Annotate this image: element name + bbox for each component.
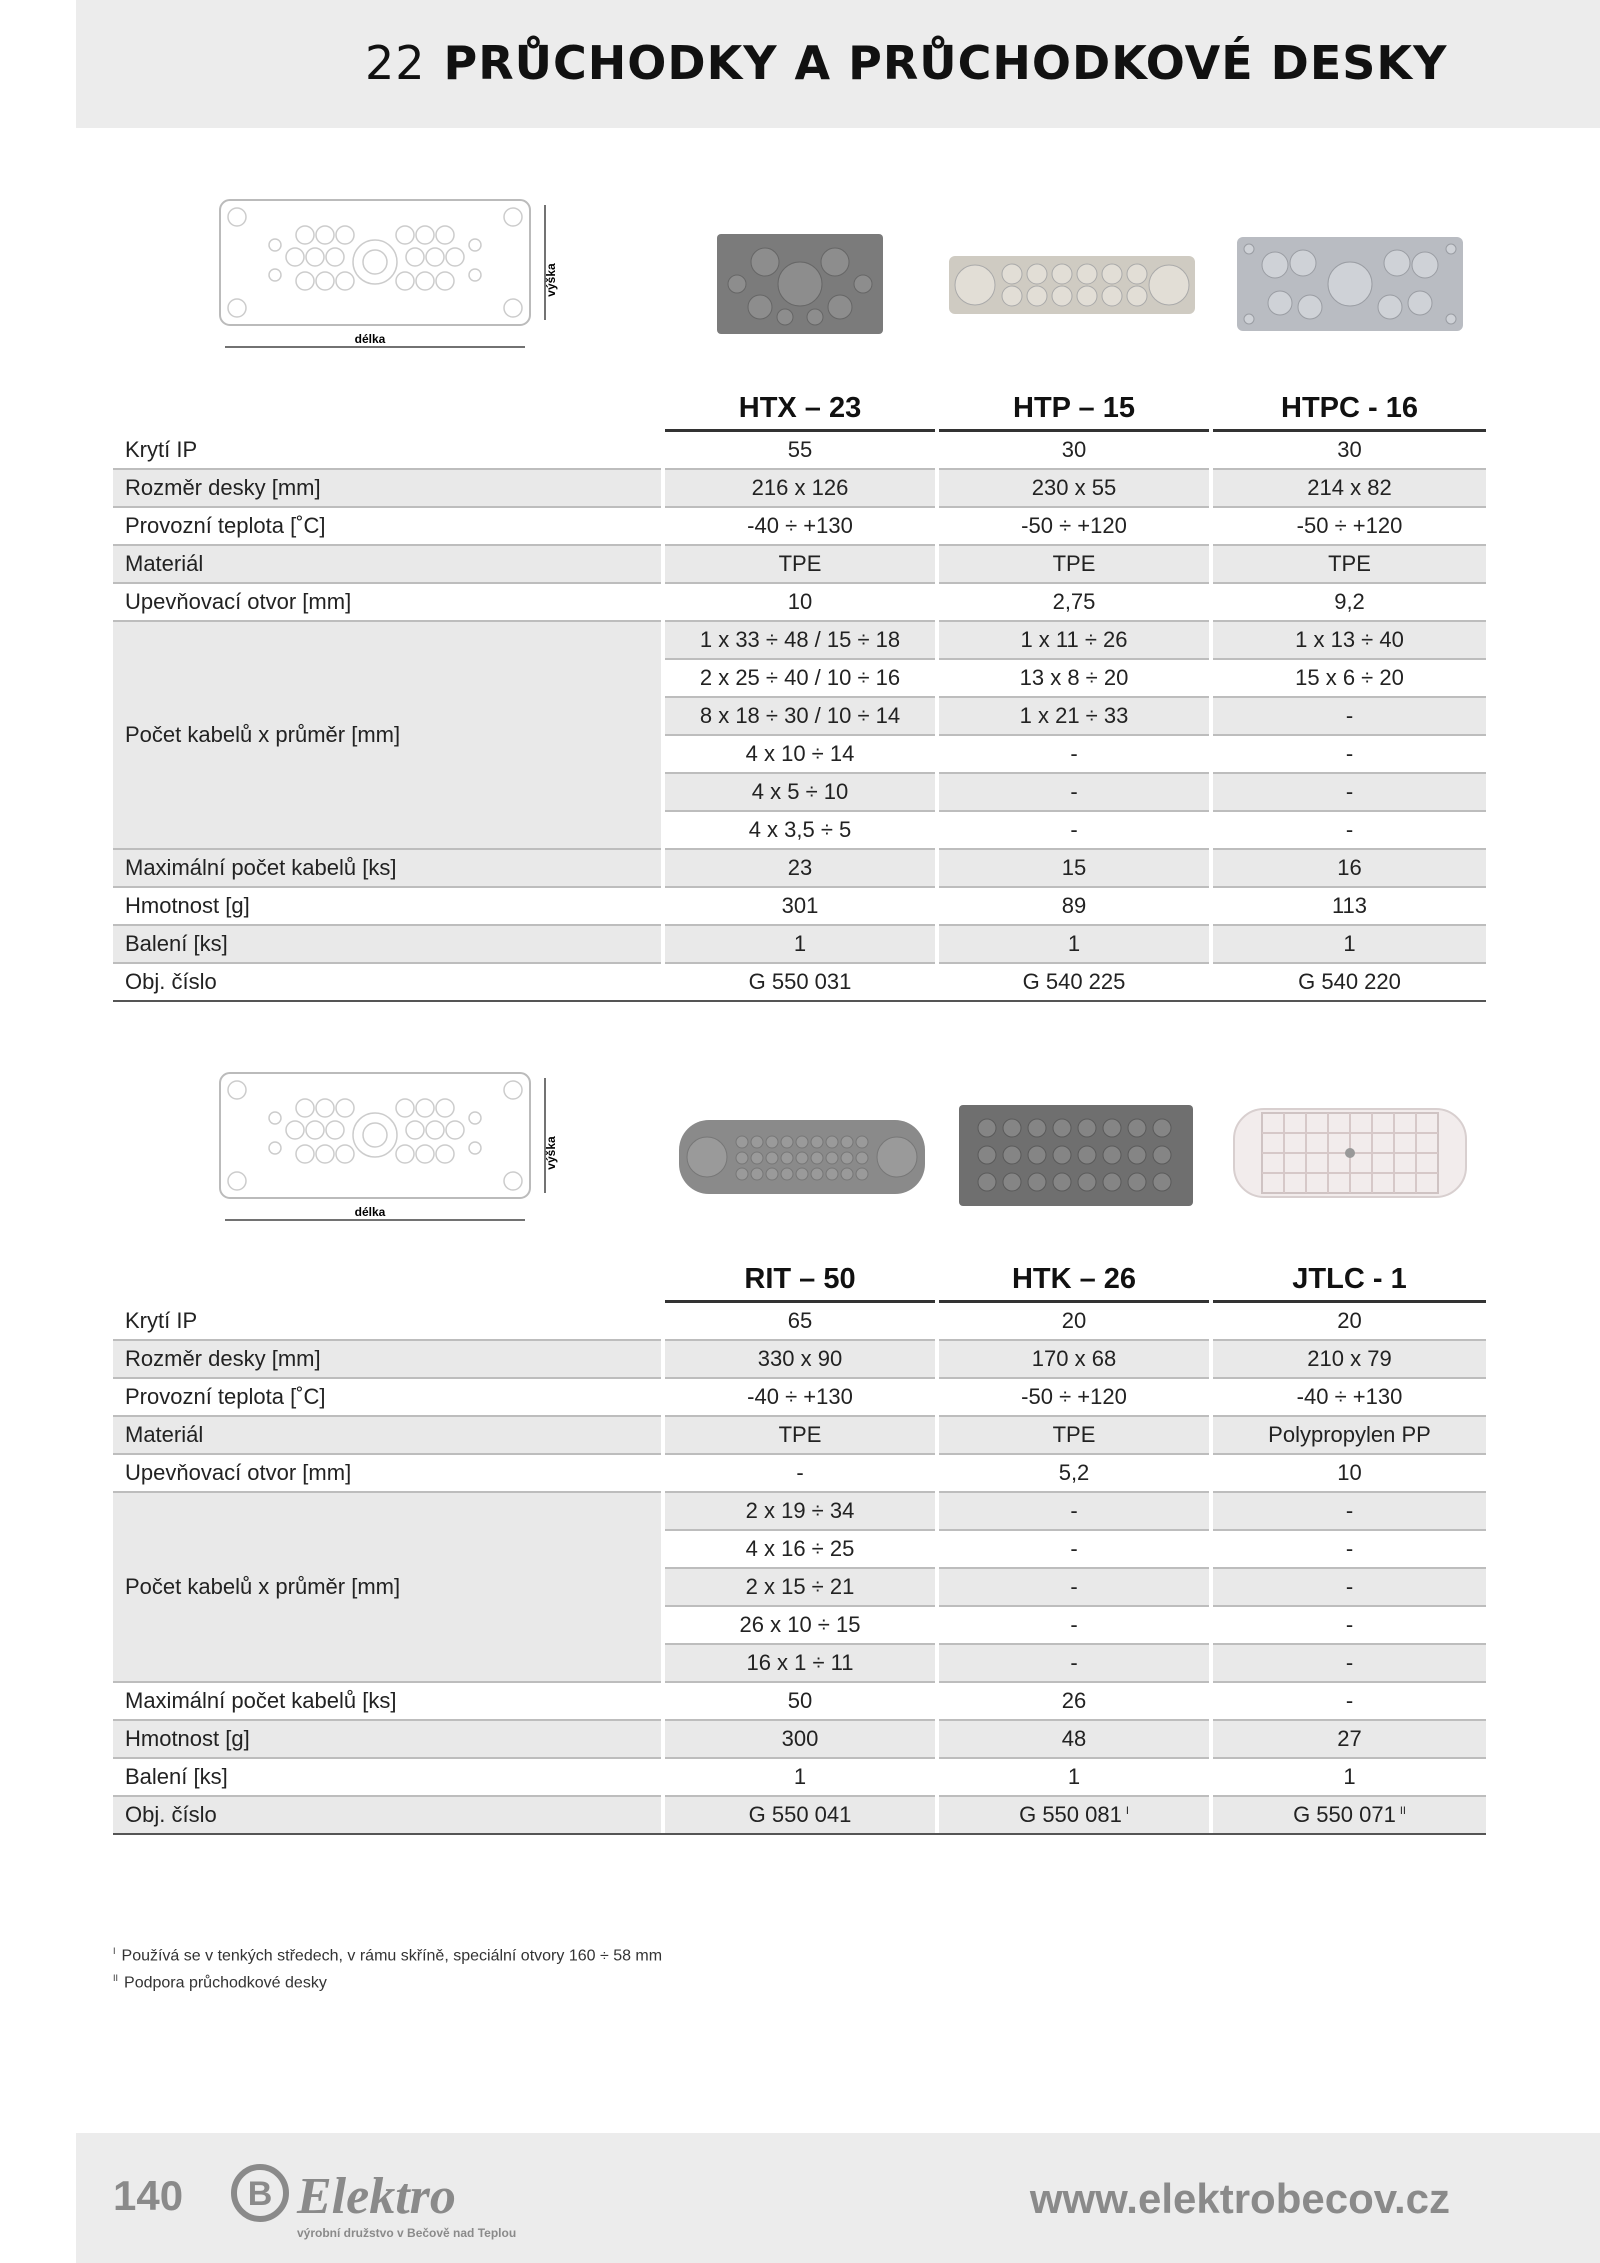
product-name: HTK – 26 xyxy=(939,1251,1209,1303)
table-row: Balení [ks] 1 1 1 xyxy=(113,926,1486,964)
table-row: Rozměr desky [mm] 216 x 126 230 x 55 214 x 82 xyxy=(113,470,1486,508)
footnote-ref: I xyxy=(1125,1804,1129,1817)
table-row: Hmotnost [g] 301 89 113 xyxy=(113,888,1486,926)
table-row: Obj. číslo G 550 041 G 550 081 $^I$ G 550 071 $^{II}$ xyxy=(113,1797,1486,1835)
elektro-logo xyxy=(225,2155,545,2245)
product-image-htk26 xyxy=(957,1103,1195,1208)
footnotes xyxy=(113,1940,662,1995)
table-row: Maximální počet kabelů [ks] 50 26 - xyxy=(113,1683,1486,1721)
table-row: 4 x 5 ÷ 10 - - xyxy=(113,774,1486,812)
product-name: HTPC - 16 xyxy=(1213,380,1486,432)
product-name: HTX – 23 xyxy=(665,380,935,432)
table-row: Krytí IP 65 20 20 xyxy=(113,1303,1486,1341)
table-row: Počet kabelů x průměr [mm] 1 x 33 ÷ 48 / 15 ÷ 18 1 x 11 ÷ 26 1 x 13 ÷ 40 xyxy=(113,622,1486,660)
table-row: Počet kabelů x průměr [mm] 2 x 19 ÷ 34 - - xyxy=(113,1493,1486,1531)
product-name: RIT – 50 xyxy=(665,1251,935,1303)
product-image-htx23 xyxy=(715,232,885,337)
footnote: $^{II}$ Podpora průchodkové desky xyxy=(113,1973,327,1992)
footnote: $^I$ Používá se v tenkých středech, v rámu skříně, speciální otvory 160 ÷ 58 mm xyxy=(113,1946,663,1965)
table-row: 2 x 25 ÷ 40 / 10 ÷ 16 13 x 8 ÷ 20 15 x 6 ÷ 20 xyxy=(113,660,1486,698)
table-row: Materiál TPE TPE TPE xyxy=(113,546,1486,584)
table-row: Provozní teplota [˚C] -40 ÷ +130 -50 ÷ +120 -40 ÷ +130 xyxy=(113,1379,1486,1417)
table-row: Hmotnost [g] 300 48 27 xyxy=(113,1721,1486,1759)
logo-text: Elektro xyxy=(297,2168,456,2225)
logo-subtitle: výrobní družstvo v Bečově nad Teplou xyxy=(297,2226,517,2240)
table-row: Balení [ks] 1 1 1 xyxy=(113,1759,1486,1797)
table-row: 26 x 10 ÷ 15 - - xyxy=(113,1607,1486,1645)
chapter-number: 22 xyxy=(365,36,426,90)
technical-drawing-2 xyxy=(215,1068,565,1243)
website-link[interactable]: www.elektrobecov.cz xyxy=(1029,2175,1450,2222)
product-image-rit50 xyxy=(677,1118,927,1196)
product-name: HTP – 15 xyxy=(939,380,1209,432)
table-row: 4 x 10 ÷ 14 - - xyxy=(113,736,1486,774)
product-name: JTLC - 1 xyxy=(1213,1251,1486,1303)
table-row: Rozměr desky [mm] 330 x 90 170 x 68 210 x 79 xyxy=(113,1341,1486,1379)
table-row: 4 x 3,5 ÷ 5 - - xyxy=(113,812,1486,850)
table-row: Krytí IP 55 30 30 xyxy=(113,432,1486,470)
page-number: 140 xyxy=(113,2172,184,2219)
table-row: 4 x 16 ÷ 25 - - xyxy=(113,1531,1486,1569)
table-row: 2 x 15 ÷ 21 - - xyxy=(113,1569,1486,1607)
height-label: výška xyxy=(544,1136,558,1170)
table-row: Upevňovací otvor [mm] - 5,2 10 xyxy=(113,1455,1486,1493)
product-image-jtlc1 xyxy=(1232,1103,1468,1203)
table-row: Provozní teplota [˚C] -40 ÷ +130 -50 ÷ +120 -50 ÷ +120 xyxy=(113,508,1486,546)
product-image-htpc16 xyxy=(1235,235,1465,333)
cables-label: Počet kabelů x průměr [mm] xyxy=(113,622,661,850)
table-row: 8 x 18 ÷ 30 / 10 ÷ 14 1 x 21 ÷ 33 - xyxy=(113,698,1486,736)
svg-text:B: B xyxy=(247,2175,273,2213)
height-label: výška xyxy=(544,263,558,297)
spec-table-2 xyxy=(113,1251,1486,1835)
table-row: Obj. číslo G 550 031 G 540 225 G 540 220 xyxy=(113,964,1486,1002)
spec-table-1 xyxy=(113,380,1486,1002)
length-label: délka xyxy=(354,332,386,346)
chapter-title: PRŮCHODKY A PRŮCHODKOVÉ DESKY xyxy=(443,36,1448,90)
page-title xyxy=(365,36,1447,90)
technical-drawing-1 xyxy=(215,195,565,370)
length-label: délka xyxy=(354,1205,386,1219)
table-row: Upevňovací otvor [mm] 10 2,75 9,2 xyxy=(113,584,1486,622)
product-image-htp15 xyxy=(947,252,1197,319)
table-row: Maximální počet kabelů [ks] 23 15 16 xyxy=(113,850,1486,888)
table-row: Materiál TPE TPE Polypropylen PP xyxy=(113,1417,1486,1455)
table-row: 16 x 1 ÷ 11 - - xyxy=(113,1645,1486,1683)
footnote-ref: II xyxy=(1399,1804,1406,1817)
cables-label: Počet kabelů x průměr [mm] xyxy=(113,1493,661,1683)
